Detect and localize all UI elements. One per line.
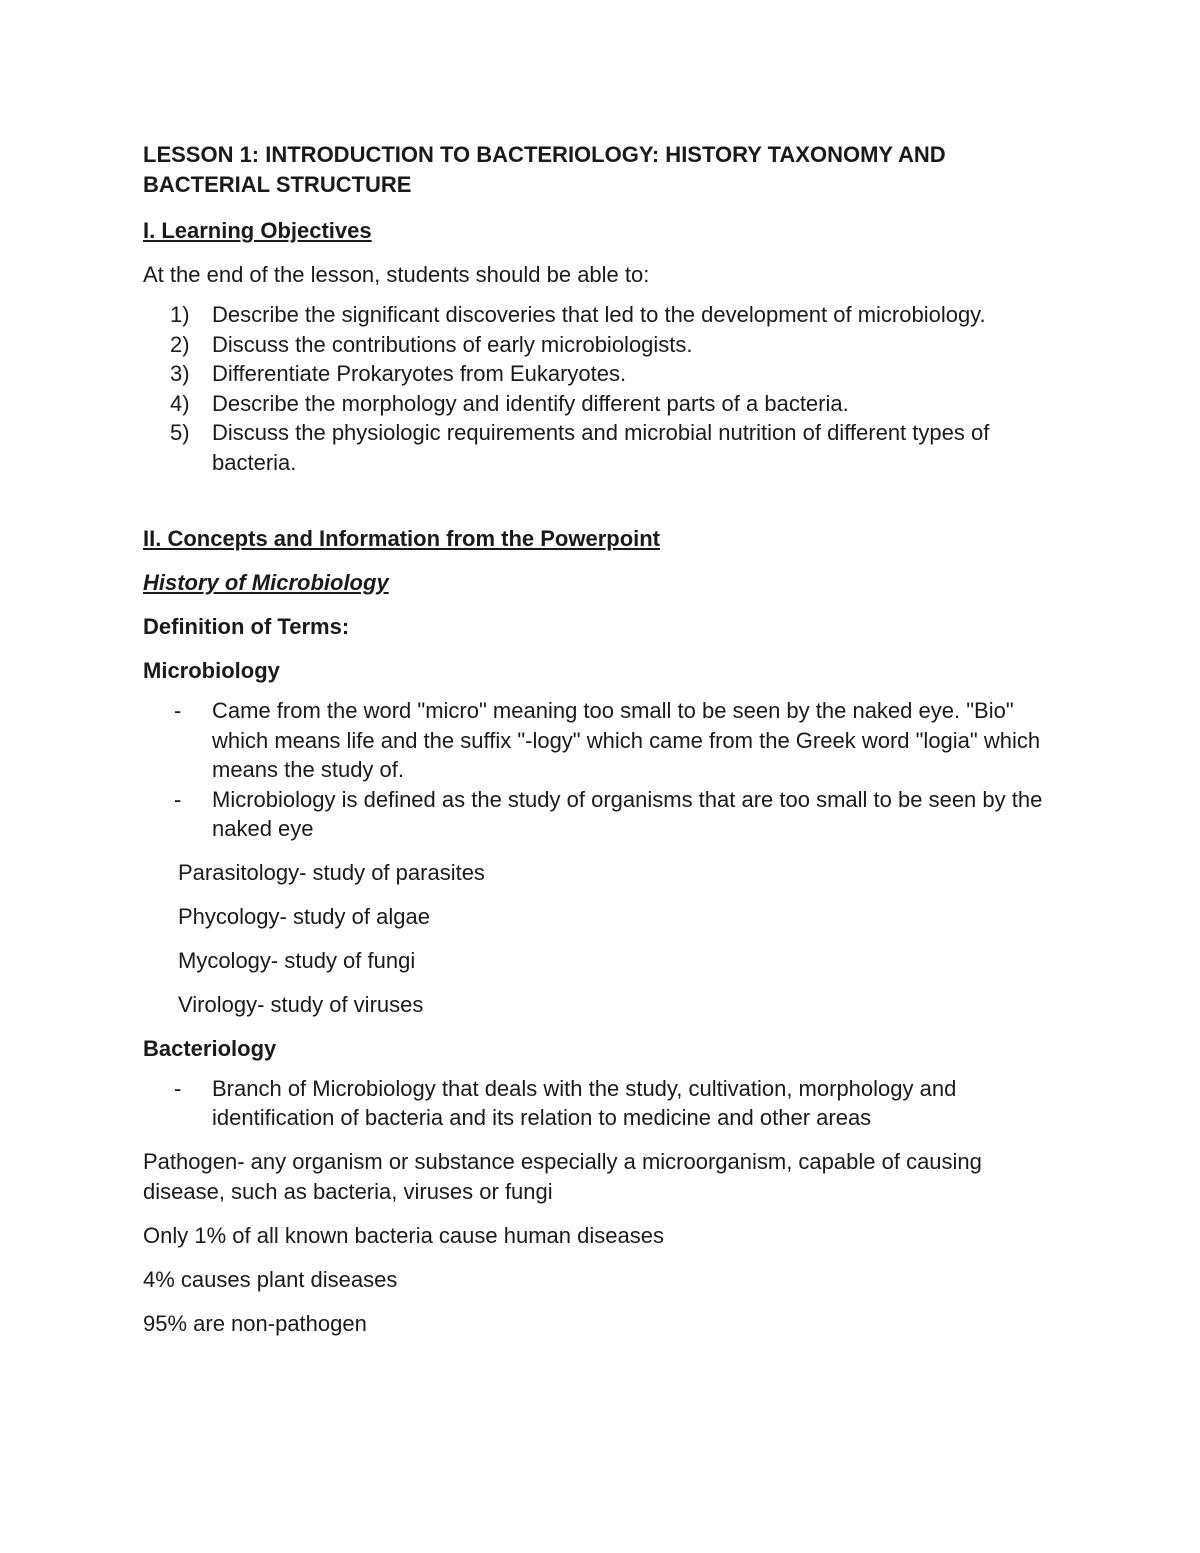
list-item-text: Came from the word "micro" meaning too small to be seen by the naked eye. "Bio" which means life and the suffix "-logy" which came from the Greek word "logia" which means the study of. (212, 698, 1041, 782)
list-item (143, 300, 1063, 330)
list-item (143, 359, 1063, 389)
lesson-title-line1: LESSON 1: INTRODUCTION TO BACTERIOLOGY: HISTORY TAXONOMY AND (143, 142, 946, 167)
list-item (143, 389, 1063, 419)
list-number: 5) (170, 420, 190, 445)
document-page (143, 140, 1063, 1339)
concepts-heading: II. Concepts and Information from the Powerpoint (143, 526, 661, 551)
list-item-text: Discuss the contributions of early microbiologists. (212, 331, 693, 357)
list-item (143, 330, 1063, 360)
field-phycology: Phycology- study of algae (178, 903, 430, 929)
bacteriology-bullets (143, 1074, 1063, 1133)
bullet-dash: - (174, 1075, 182, 1101)
microbiology-bullets (143, 696, 1063, 844)
list-item (143, 1074, 1063, 1133)
list-item-text: Describe the significant discoveries that led to the development of microbiology. (212, 302, 986, 327)
fact-plant-diseases: 4% causes plant diseases (143, 1266, 398, 1292)
fact-non-pathogen: 95% are non-pathogen (143, 1310, 367, 1336)
field-parasitology: Parasitology- study of parasites (178, 859, 485, 885)
lesson-title (143, 140, 1063, 200)
history-subheading: History of Microbiology (143, 570, 389, 595)
pathogen-definition: Pathogen- any organism or substance especially a microorganism, capable of causing disease, such as bacteria, viruses or fungi (143, 1148, 982, 1204)
list-number: 4) (170, 390, 190, 416)
field-mycology: Mycology- study of fungi (178, 947, 416, 973)
list-item-text: Differentiate Prokaryotes from Eukaryotes. (212, 361, 627, 386)
objectives-intro: At the end of the lesson, students should be able to: (143, 262, 650, 287)
list-item (143, 418, 1063, 477)
list-item (143, 785, 1063, 844)
microbiology-heading: Microbiology (143, 658, 280, 683)
list-item-text: Discuss the physiologic requirements and microbial nutrition of different types of bacteria. (212, 420, 990, 475)
list-item (143, 696, 1063, 785)
list-item-text: Microbiology is defined as the study of organisms that are too small to be seen by the naked eye (212, 786, 1043, 841)
learning-objectives-heading: I. Learning Objectives (143, 218, 372, 243)
objectives-list (143, 300, 1063, 477)
field-virology: Virology- study of viruses (178, 991, 424, 1017)
fact-human-diseases: Only 1% of all known bacteria cause human diseases (143, 1222, 664, 1248)
list-number: 1) (170, 302, 190, 327)
list-number: 3) (170, 361, 190, 386)
bullet-dash: - (174, 786, 182, 812)
list-item-text: Branch of Microbiology that deals with the study, cultivation, morphology and identification of bacteria and its relation to medicine and other areas (212, 1075, 957, 1130)
bullet-dash: - (174, 698, 182, 723)
lesson-title-line2: BACTERIAL STRUCTURE (143, 172, 412, 197)
list-item-text: Describe the morphology and identify different parts of a bacteria. (212, 390, 849, 416)
definitions-heading: Definition of Terms: (143, 614, 350, 639)
bacteriology-heading: Bacteriology (143, 1035, 277, 1061)
list-number: 2) (170, 331, 190, 357)
section-spacer (143, 477, 1063, 524)
